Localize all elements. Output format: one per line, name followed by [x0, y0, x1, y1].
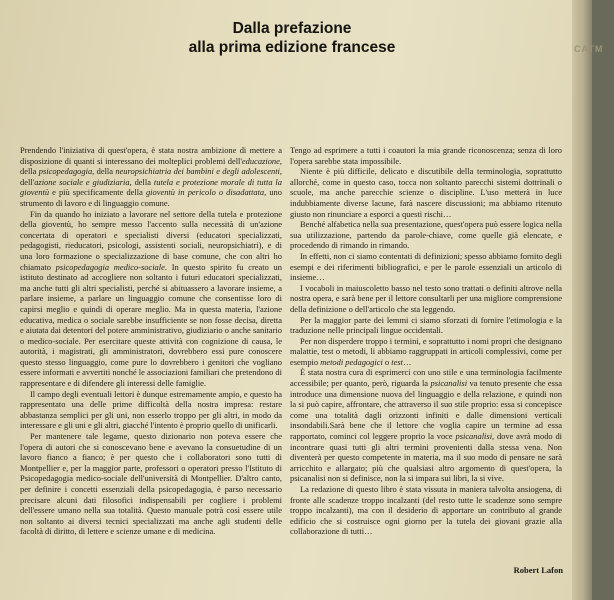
text-run: , dove avrà modo di incontrare quasi tutti gli altri termini provenienti dalla stessa vena. Non diventerà per questo competente in materia, ma il suo modo di pensare ne sarà arricchito e allargato; più che qualsiasi altro argomento di quest'opera, la psicanalisi non si definisce, non la si impara sui libri, la si vive.: [290, 431, 563, 484]
text-run: Per la maggior parte dei lemmi ci siamo sforzati di fornire l'etimologia e la traduzione nelle principali lingue occidentali.: [290, 314, 562, 336]
italic-text: azione sociale e giudiziaria: [34, 176, 130, 187]
page-title-line-1: Dalla prefazione: [232, 20, 352, 37]
text-run: , della: [92, 166, 116, 177]
italic-text: psicanalisi: [455, 431, 493, 442]
text-run: In effetti, non ci siamo contentati di definizioni; spesso abbiamo fornito degli esempi e dei riferimenti bibliografici, e per le parole essenziali un articolo di insieme…: [290, 250, 562, 283]
italic-text: tutela e protezione morale di tutta la gioventù: [20, 176, 282, 198]
paragraph: [290, 166, 562, 219]
paragraph: [290, 219, 562, 251]
paragraph: [290, 251, 562, 283]
italic-text: educazione: [241, 155, 280, 166]
paragraph: [290, 336, 562, 368]
text-run: Niente è più difficile, delicato e discutibile della terminologia, soprattutto allorché, come in questo caso, tocca non soltanto parecchi sistemi dottrinali o scuole, ma anche parecchie scienze o discipline. L'uso metterà in luce indubbiamente diverse lacune, farà nascere discussioni; ma abbiamo ritenuto giusto non rinunciare a esporci a questi rischi…: [290, 166, 562, 219]
italic-text: test: [391, 356, 403, 367]
page-title-line-2: alla prima edizione francese: [188, 39, 396, 56]
paragraph: [290, 283, 562, 315]
paragraph: [290, 315, 562, 336]
paragraph: [20, 431, 282, 537]
italic-text: psicanalisi: [430, 378, 468, 389]
author-signature: Robert Lafon: [513, 565, 563, 575]
paragraph: [290, 367, 562, 484]
text-run: Tengo ad esprimere a tutti i coautori la mia grande riconoscenza; senza di loro l'opera sarebbe stata impossibile.: [290, 145, 562, 166]
text-run: . In questo spirito fu creato un istituto destinato ad accogliere non soltanto i futuri educatori specializzati, ma anche tutti gli altri specialisti, perché si abituassero a lavorare insieme, a parlare insieme, a parlare un linguaggio comune che consentisse loro di capirsi meglio e quindi di operare meglio. Ma in questa materia, l'azione educativa, medica o sociale sarebbe insufficiente se non fosse decisa, diretta e aiutata dai detentori del potere amministrativo, giudiziario o anche sanitario o medico-sociale. Per esercitare queste attività con cognizione di causa, le autorità, i magistrati, gli amministratori, dovrebbero essi pure conoscere questo stesso linguaggio, come pure lo dovrebbero i genitori che vogliano essere informati e avvertiti nonché le associazioni familiari che pretendono di rappresentare e di difendere gli interessi delle famiglie.: [20, 261, 282, 389]
text-run: I vocaboli in maiuscoletto basso nel testo sono trattati o definiti altrove nella nostra opera, e sarà bene per il lettore consultarli per una migliore comprensione della definizione o dell'articolo che sta leggendo.: [290, 282, 562, 314]
text-run: Per mantenere tale legame, questo dizionario non poteva essere che l'opera di autori che si conoscevano bene e avevano la consuetudine di un lavoro fianco a fianco; è per questo che i collaboratori sono tutti di Montpellier e, per la maggior parte, professori o operatori presso l'Istituto di Psicopedagogia medico-sociale dell'università di Montpellier. D'altro canto, per definire i concetti essenziali della psicopedagogia, è parso necessario precisare alcuni dati filosofici indispensabili per cogliere i problemi dell'essere umano nella sua totalità. Questo manuale potrà così essere utile non soltanto ai diversi tecnici specializzati ma anche agli studenti delle facoltà di diritto, di lettere e scienze umane e di medicina.: [20, 431, 282, 537]
paragraph: [290, 145, 562, 166]
text-run: Prendendo l'iniziativa di quest'opera, è stata nostra ambizione di mettere a disposizione di quanti si interessano dei molteplici problemi dell': [20, 145, 282, 166]
italic-text: neuropsichiatria dei bambini e degli adolescenti: [115, 166, 280, 177]
text-run: va tenuto presente che essa introduce una dimensione nuova del linguaggio e della relazione, e quindi non la si può capire, affrontare, che attraverso il suo stile proprio: essa si concepisce come una totalità dagli orizzonti infiniti e dalle dimensioni verticali insondabili.Sarà bene che il lettore che voglia capire un termine ad essa rapportato, cominci col leggere proprio la voce: [290, 378, 562, 442]
paragraph: [20, 209, 282, 389]
left-text-column: [20, 145, 282, 537]
text-run: Per non disperdere troppo i termini, e soprattutto i nomi propri che designano malattie, test o metodi, li abbiamo raggruppati in articoli complessivi, come per esempio: [290, 335, 562, 367]
text-run: Il campo degli eventuali lettori è dunque estremamente ampio, e questo ha rappresentato una delle prime difficoltà della nostra impresa: restare abbastanza semplici per gli uni, non esserlo troppo per gli altri, in modo da interessare e gli uni e gli altri, giacché l'intento è proprio quello di unificarli.: [20, 388, 282, 431]
text-run: , dell': [20, 166, 282, 187]
text-run: È stata nostra cura di esprimerci con uno stile e una terminologia facilmente accessibile; per quanto, però, riguarda la: [290, 367, 562, 389]
paragraph: [290, 484, 562, 537]
adjacent-page-edge: [572, 0, 604, 600]
text-run: , uno strumento di lavoro e di linguaggio comune.: [20, 187, 282, 208]
text-run: Benché alfabetica nella sua presentazione, quest'opera può essere logica nella sua utilizzazione, partendo da parole-chiave, come quelle già elencate, e procedendo di rimando in rimando.: [290, 219, 562, 251]
italic-text: psicopedagogia: [38, 166, 93, 177]
paragraph: [20, 145, 282, 209]
text-run: …: [402, 356, 412, 367]
text-run: o: [382, 356, 392, 367]
text-run: , della: [129, 176, 154, 187]
adjacent-page-text: CATM: [574, 44, 604, 54]
text-run: La redazione di questo libro è stata vissuta in maniera talvolta ansiogena, di fronte alle scadenze troppo incalzanti (del resto tutte le scadenze sono sempre troppo incalzanti), ma con il desiderio di apportare un contributo al grande edificio che si costruisce ogni giorno per la tutela dei giovani grazie alla collaborazione di tutti…: [290, 484, 562, 537]
right-text-column: [290, 145, 562, 537]
paragraph: [20, 389, 282, 431]
text-run: e più specificamente della: [49, 187, 146, 198]
italic-text: gioventù in pericolo o disadattata: [145, 187, 265, 198]
italic-text: psicopedagogia medico-sociale: [55, 261, 165, 272]
text-run: , della: [20, 155, 282, 177]
italic-text: metodi pedagogici: [320, 356, 383, 367]
text-run: Fin da quando ho iniziato a lavorare nel settore della tutela e protezione della gioventù, ho sempre messo l'accento sulla necessità di un'azione concertata di operatori e specialisti diversi (educatori specializzati, pedagogisti, rieducatori, psicologi, assistenti sociali, neuropsichiatri), e di una loro formazione o specializzazione di base comune, che con altri ho chiamato: [20, 208, 282, 272]
